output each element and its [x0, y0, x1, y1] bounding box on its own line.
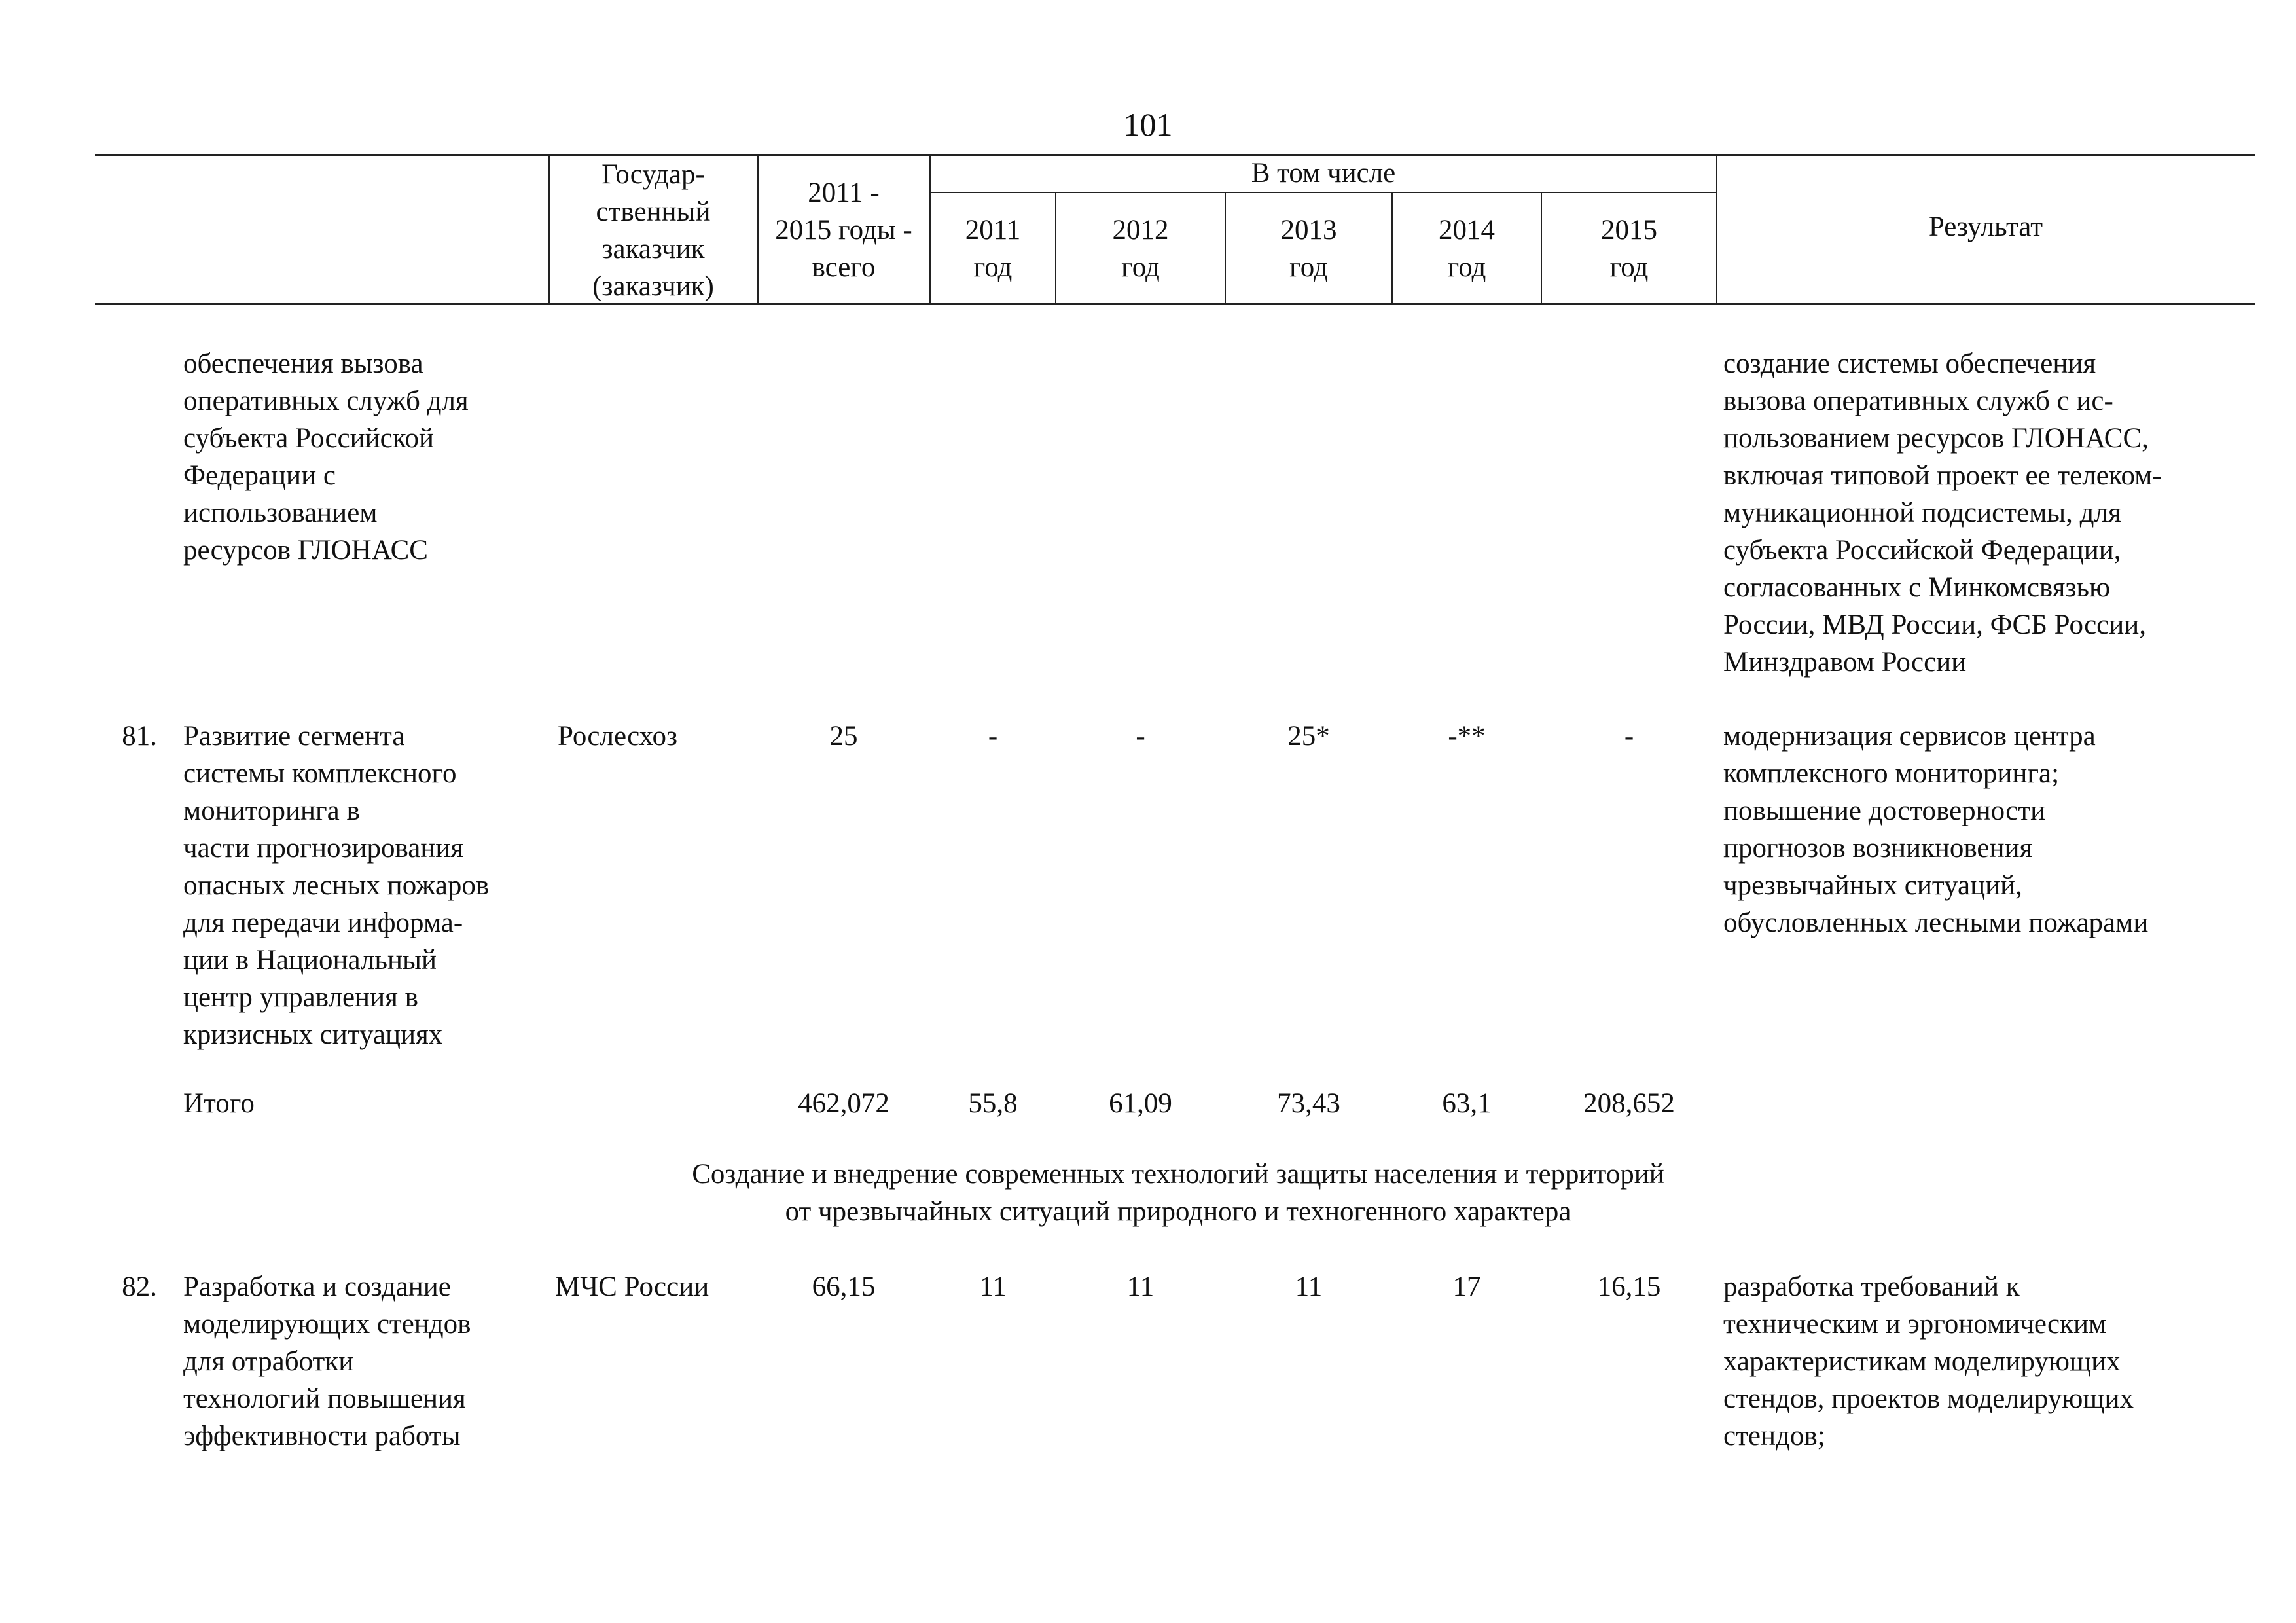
- row-year-2015: -: [1624, 721, 1634, 752]
- row-number: 82.: [122, 1271, 157, 1302]
- row-customer: МЧС России: [555, 1271, 709, 1302]
- row-total: 462,072: [798, 1088, 889, 1119]
- row-year-2012: -: [1136, 721, 1145, 752]
- row-year-2011: -: [988, 721, 998, 752]
- row-year-2013: 11: [1295, 1271, 1323, 1302]
- header-including: В том числе: [1251, 158, 1396, 189]
- row-name: Разработка и создание моделирующих стендов для отработки технологий повышения эффективности работы: [183, 1271, 471, 1451]
- row-name: Итого: [183, 1088, 255, 1119]
- row-total: 25: [829, 721, 858, 752]
- row-name: обеспечения вызова оперативных служб для субъекта Российской Федерации с использованием ресурсов ГЛОНАСС: [183, 348, 469, 566]
- header-year-2014: 2014 год: [1439, 215, 1495, 283]
- page-number: 101: [1123, 106, 1173, 143]
- header-year-2012: 2012 год: [1112, 215, 1169, 283]
- row-year-2015: 16,15: [1597, 1271, 1661, 1302]
- row-year-2011: 55,8: [968, 1088, 1018, 1119]
- row-customer: Рослесхоз: [558, 721, 677, 752]
- header-result: Результат: [1928, 211, 2043, 242]
- header-year-2015: 2015 год: [1601, 215, 1657, 283]
- row-year-2014: 63,1: [1442, 1088, 1492, 1119]
- header-year-2011: 2011 год: [965, 215, 1021, 283]
- row-year-2013: 25*: [1287, 721, 1330, 752]
- section-heading: Создание и внедрение современных технологий защиты населения и территорий от чрезвычайных ситуаций природного и техногенного характера: [692, 1159, 1664, 1227]
- header-bottom-line: [95, 303, 2255, 305]
- row-result: создание системы обеспечения вызова оперативных служб с ис- пользованием ресурсов ГЛОНАСС, включая типовой проект ее телеком- муникационной подсистемы, для субъекта Российской Федерации, согласованных с Минкомсвязью России, МВД России, ФСБ России, Минздравом России: [1723, 348, 2162, 678]
- row-year-2014: 17: [1452, 1271, 1481, 1302]
- row-number: 81.: [122, 721, 157, 752]
- row-year-2011: 11: [979, 1271, 1007, 1302]
- row-year-2014: -**: [1448, 721, 1486, 752]
- row-result: модернизация сервисов центра комплексного мониторинга; повышение достоверности прогнозов возникновения чрезвычайных ситуаций, обусловленных лесными пожарами: [1723, 721, 2149, 938]
- header-total: 2011 - 2015 годы - всего: [775, 177, 912, 283]
- header-customer: Государ- ственный заказчик (заказчик): [592, 159, 714, 302]
- row-year-2013: 73,43: [1277, 1088, 1340, 1119]
- header-year-2013: 2013 год: [1280, 215, 1337, 283]
- row-year-2012: 11: [1126, 1271, 1155, 1302]
- row-total: 66,15: [812, 1271, 876, 1302]
- row-year-2012: 61,09: [1109, 1088, 1172, 1119]
- row-year-2015: 208,652: [1583, 1088, 1675, 1119]
- including-underline: [929, 192, 1716, 193]
- row-name: Развитие сегмента системы комплексного мониторинга в части прогнозирования опасных лесных пожаров для передачи информа- ции в Национальный центр управления в кризисных ситуациях: [183, 721, 490, 1050]
- row-result: разработка требований к техническим и эргономическим характеристикам моделирующих стендов, проектов моделирующих стендов;: [1723, 1271, 2134, 1451]
